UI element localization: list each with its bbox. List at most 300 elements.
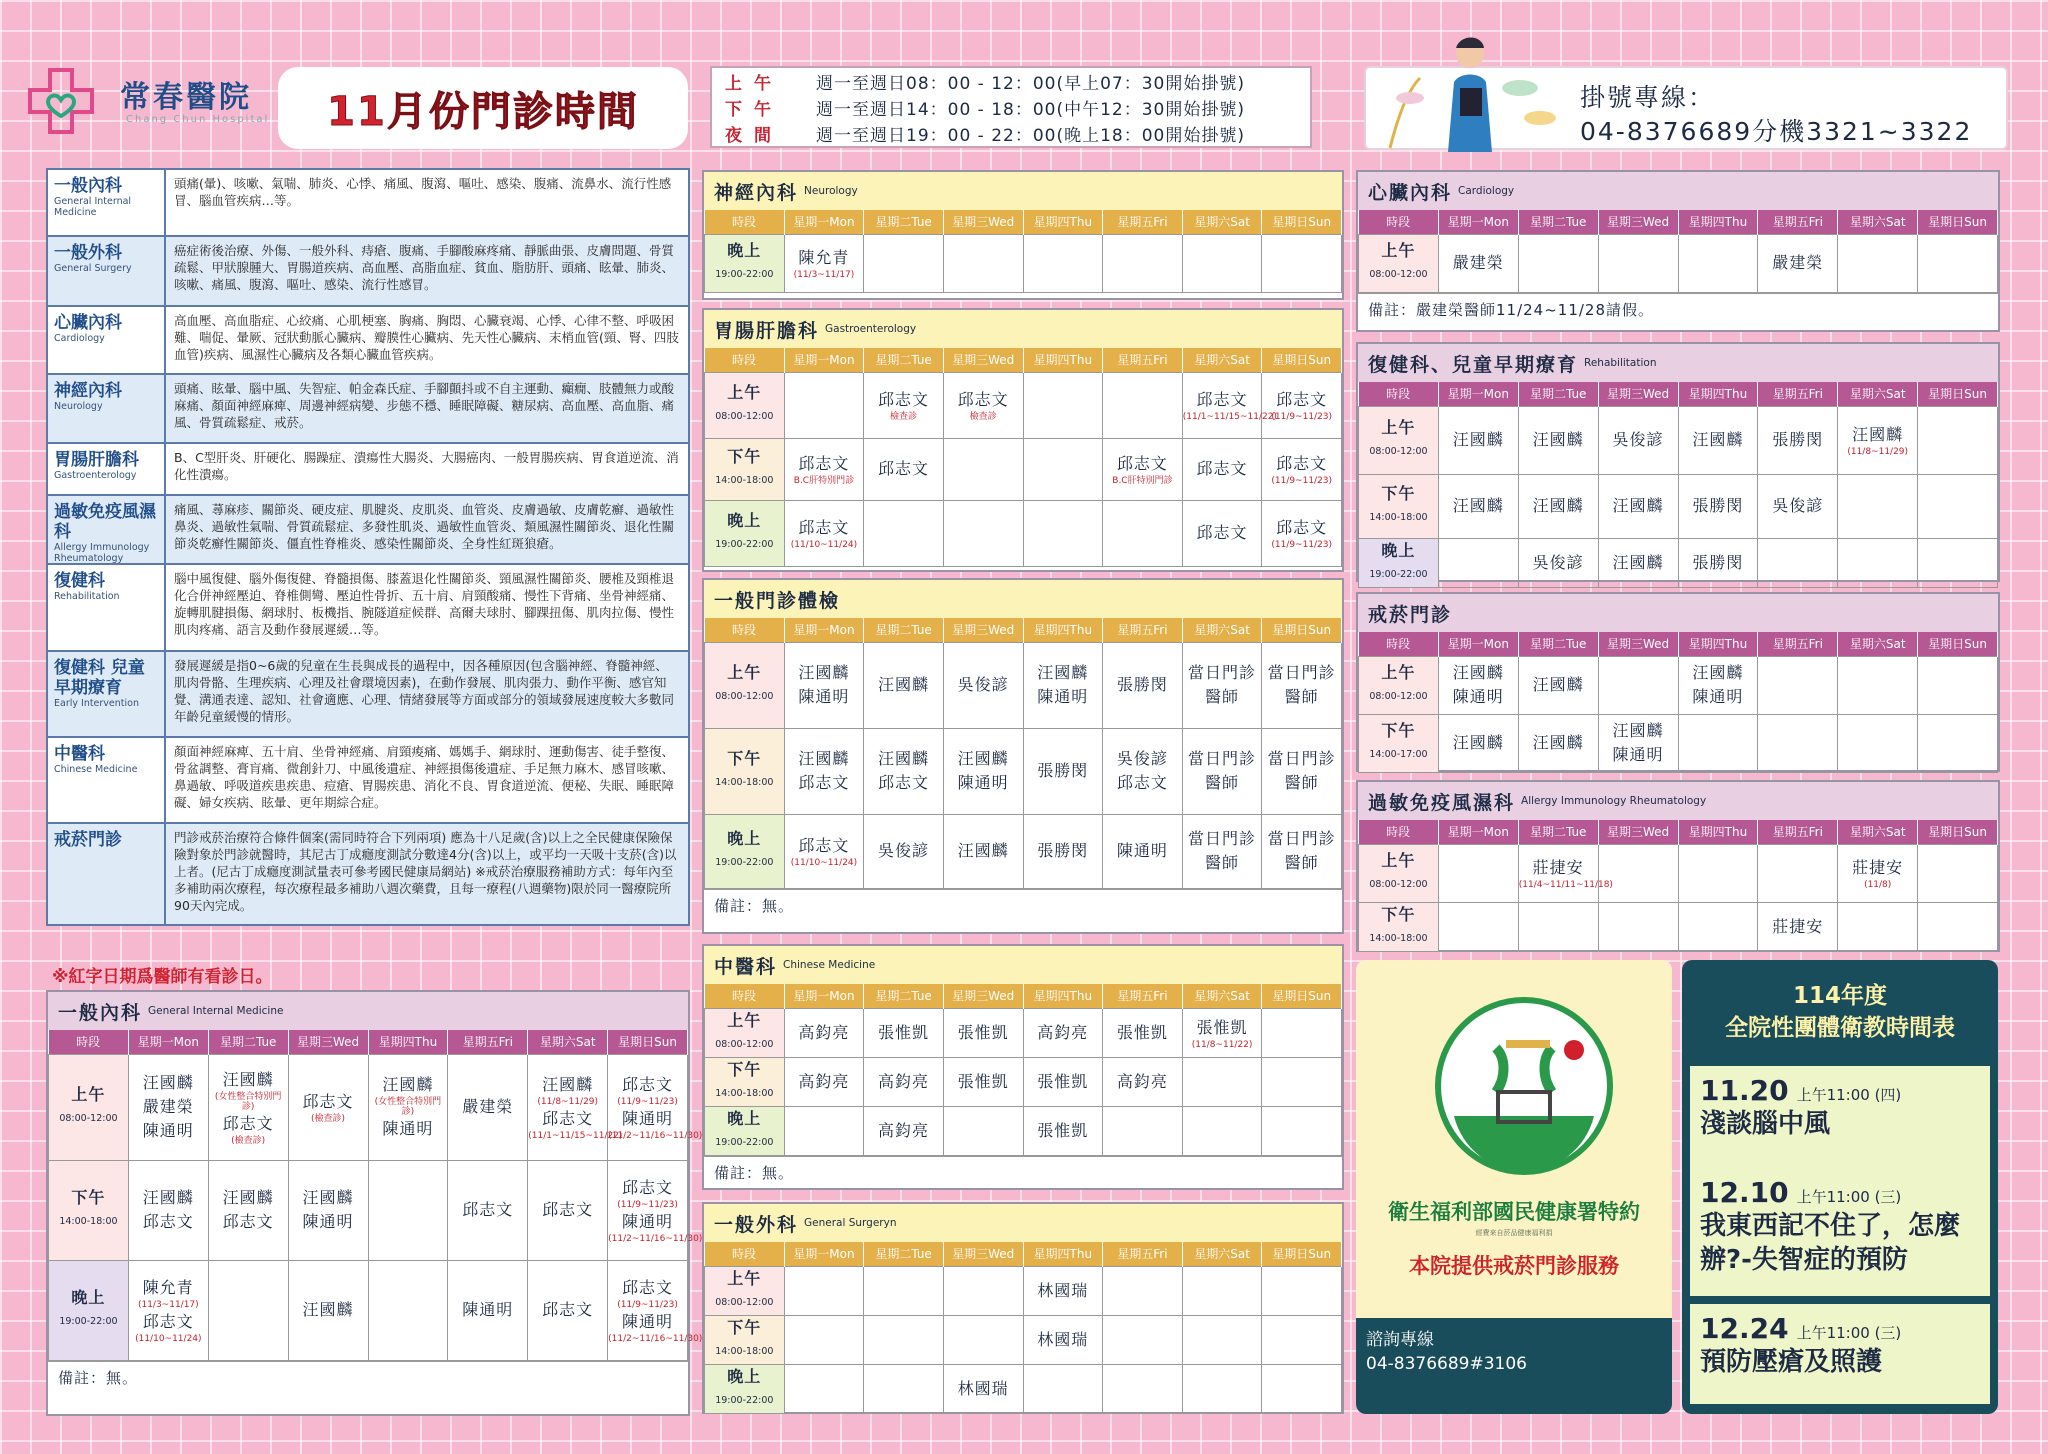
table-cell — [784, 1106, 864, 1155]
table-cell: 下午 14:00-18:00 — [705, 438, 785, 500]
table-header-cell: 星期二Tue — [864, 1242, 944, 1266]
table-cell: 邱志文 — [528, 1160, 608, 1260]
table-header-cell: 星期二Tue — [208, 1030, 288, 1054]
table-cell — [784, 1364, 864, 1413]
table-cell: 上午 08:00-12:00 — [1359, 656, 1439, 714]
table-cell: 邱志文 B.C肝特別門診 — [784, 438, 864, 500]
table-cell: 邱志文 (檢查診) — [288, 1054, 368, 1160]
table-header-cell: 星期一Mon — [128, 1030, 208, 1054]
table-header-cell: 時段 — [705, 984, 785, 1008]
table-header-cell: 星期三Wed — [943, 210, 1023, 234]
table-cell: 吳俊諺 — [864, 814, 944, 888]
table-cell — [943, 1106, 1023, 1155]
table-cell — [1598, 656, 1678, 714]
table-cell — [943, 500, 1023, 566]
table-cell: 陳通明 — [1103, 814, 1183, 888]
table-header-cell: 時段 — [1359, 820, 1439, 844]
table-cell — [1023, 372, 1103, 438]
table-cell: 張勝閔 — [1023, 728, 1103, 814]
table-header-cell: 星期六Sat — [1182, 348, 1262, 372]
table-cell — [784, 1266, 864, 1315]
table-cell: 汪國麟 邱志文 — [784, 728, 864, 814]
table-header-cell: 時段 — [1359, 632, 1439, 656]
timetable-neuro: 神經內科 Neurology 時段 星期一Mon 星期二Tue 星期三Wed 星期四Thu 星期五Fri 星期六Sat 星期日Sun 晚上 19:00-22:00 陳允青 (11/3~11/17) — [702, 170, 1344, 300]
table-cell: 汪國麟 陳通明 — [1678, 656, 1758, 714]
table-cell — [1103, 500, 1183, 566]
table-cell: 汪國麟 邱志文 — [128, 1160, 208, 1260]
red-date-note: ※紅字日期爲醫師有看診日。 — [52, 967, 273, 987]
table-cell: 張惟凱 — [943, 1057, 1023, 1106]
table-header-cell: 星期一Mon — [784, 210, 864, 234]
timetable-general-check: 一般門診體檢 時段 星期一Mon 星期二Tue 星期三Wed 星期四Thu 星期五Fri 星期六Sat 星期日Sun 上午 08:00-12:00 汪國麟 陳通明 汪國麟 吳俊諺 汪國麟 陳通明 張勝閔 當日門診醫師 當日門診醫師 下午 14:00-18:00 汪國麟 邱志文 汪國麟 邱志文 汪國麟 陳通明 張勝閔 吳俊諺 邱志文 當日門診醫師 當日門診醫師 晚上 19:00-22:00 邱志文 (11/10~11/24) 吳俊諺 汪國麟 張勝閔 陳通明 當日門診醫師 當日門診醫師 備註：無。 — [702, 578, 1344, 934]
table-header-cell: 星期三Wed — [288, 1030, 368, 1054]
table-header-cell: 星期三Wed — [1598, 820, 1678, 844]
edu-item: 12.24 上午11:00 (三) 預防壓瘡及照護 — [1690, 1304, 1990, 1404]
page-title-box — [278, 67, 688, 149]
table-header-cell: 星期五Fri — [1103, 210, 1183, 234]
table-cell — [1262, 1364, 1342, 1413]
clinic-hours — [710, 66, 1312, 148]
table-cell: 汪國麟 — [1598, 538, 1678, 587]
table-cell — [1182, 1315, 1262, 1364]
page-title: 11月份門診時間 — [327, 88, 639, 135]
dept-row: 心臟內科 Cardiology 高血壓、高血脂症、心絞痛、心肌梗塞、胸痛、胸悶、心臟衰竭、心悸、心律不整、呼吸困難、喘促、暈厥、冠狀動脈心臟病、瓣膜性心臟病、先天性心臟病、末梢血管(頸、腎、四肢血管)疾病、風濕性心臟病及各類心臟血管疾病。 — [48, 307, 688, 375]
table-cell — [1103, 1315, 1183, 1364]
table-cell: 下午 14:00-18:00 — [705, 1315, 785, 1364]
table-header-cell: 星期二Tue — [1518, 210, 1598, 234]
table-cell: 邱志文 (11/10~11/24) — [784, 814, 864, 888]
timetable-cardio: 心臟內科 Cardiology 時段 星期一Mon 星期二Tue 星期三Wed 星期四Thu 星期五Fri 星期六Sat 星期日Sun 上午 08:00-12:00 嚴建榮 嚴建榮 備註：嚴建榮醫師11/24~11/28請假。 — [1356, 170, 2000, 332]
table-cell — [1518, 234, 1598, 292]
table-cell: 當日門診醫師 — [1182, 642, 1262, 728]
table-cell: 邱志文 (11/1~11/15~11/22) — [1182, 372, 1262, 438]
table-header-cell: 星期一Mon — [1438, 382, 1518, 406]
table-cell — [1182, 1266, 1262, 1315]
table-cell — [1758, 714, 1838, 772]
health-education-schedule — [1682, 960, 1998, 1414]
table-cell: 嚴建榮 — [448, 1054, 528, 1160]
table-cell — [1918, 406, 1998, 474]
table-cell: 張勝閔 — [1103, 642, 1183, 728]
table-cell — [1023, 500, 1103, 566]
table-cell: 張惟凱 — [943, 1008, 1023, 1057]
hours-row-am: 上午 週一至週日08：00 - 12：00(早上07：30開始掛號) — [725, 73, 1245, 94]
table-cell: 張惟凱 — [1023, 1057, 1103, 1106]
table-cell: 邱志文 (11/10~11/24) — [784, 500, 864, 566]
table-cell — [1182, 1364, 1262, 1413]
table-cell: 汪國麟 — [1438, 474, 1518, 538]
table-header-cell: 星期五Fri — [1758, 820, 1838, 844]
table-header-cell: 星期二Tue — [1518, 632, 1598, 656]
department-list — [46, 168, 690, 926]
table-header-cell: 星期二Tue — [864, 618, 944, 642]
table-cell: 張勝閔 — [1678, 538, 1758, 587]
table-header-cell: 星期三Wed — [943, 618, 1023, 642]
table-header-cell: 星期二Tue — [1518, 820, 1598, 844]
table-cell — [1103, 1266, 1183, 1315]
table-cell: 汪國麟 — [1598, 474, 1678, 538]
table-cell: 汪國麟 邱志文 — [208, 1160, 288, 1260]
timetable-gim: 一般內科 General Internal Medicine 時段 星期一Mon 星期二Tue 星期三Wed 星期四Thu 星期五Fri 星期六Sat 星期日Sun 上午 08:00-12:00 汪國麟 嚴建榮 陳通明 汪國麟 (女性整合特別門診) 邱志文 (檢查診) 邱志文 (檢查診) 汪國麟 (女性整合特別門診) 陳通明 嚴建榮 汪國麟 (11/8~11/29) 邱志文 (11/1~11/15~11/22) 邱志文 (11/9~11/23) 陳通明 (11/2~11/16~11/30) 下午 14:00-18:00 汪國麟 邱志文 汪國麟 邱志文 汪國麟 陳通明 邱志文 邱志文 邱志文 (11/9~11/23) 陳通明 (11/2~11/16~11/30) 晚上 19:00-22:00 陳允青 (11/3~11/17) 邱志文 (11/10~11/24) 汪國麟 陳通明 邱志文 邱志文 (11/9~11/23) 陳通明 (11/2~11/16~11/30) 備註：無。 — [46, 990, 690, 1416]
table-header-cell: 星期二Tue — [1518, 382, 1598, 406]
table-cell: 邱志文 (11/9~11/23) — [1262, 438, 1342, 500]
table-header-cell: 星期一Mon — [784, 1242, 864, 1266]
table-cell: 汪國麟 邱志文 — [864, 728, 944, 814]
table-cell: 邱志文 — [448, 1160, 528, 1260]
table-cell: 上午 08:00-12:00 — [705, 1008, 785, 1057]
table-cell: 邱志文 檢查診 — [864, 372, 944, 438]
dept-row: 一般外科 General Surgery 癌症術後治療、外傷、一般外科、痔瘡、腹痛、手腳酸麻疼痛、靜脈曲張、皮膚問題、骨質疏鬆、甲狀腺腫大、胃腸道疾病、高血壓、高脂血症、貧血、脂肪肝、頭痛、眩暈、肺炎、咳嗽、痛風、腹瀉、嘔吐、感染、流行性感冒。 — [48, 237, 688, 307]
table-header-cell: 星期一Mon — [1438, 210, 1518, 234]
table-cell — [368, 1160, 448, 1260]
table-cell — [1262, 1315, 1342, 1364]
table-header-cell: 星期一Mon — [784, 618, 864, 642]
table-header-cell: 星期三Wed — [943, 1242, 1023, 1266]
table-cell: 當日門診醫師 — [1262, 814, 1342, 888]
table-cell: 陳允青 (11/3~11/17) 邱志文 (11/10~11/24) — [128, 1260, 208, 1360]
table-cell — [1598, 844, 1678, 902]
smoking-line1: 衛生福利部國民健康署特約 — [1388, 1200, 1640, 1224]
table-cell: 汪國麟 — [1518, 406, 1598, 474]
table-cell — [1838, 656, 1918, 714]
registration-hotline — [1364, 66, 2008, 150]
table-header-cell: 星期三Wed — [1598, 382, 1678, 406]
table-header-cell: 星期五Fri — [1758, 382, 1838, 406]
table-cell — [368, 1260, 448, 1360]
table-cell — [1518, 902, 1598, 951]
table-cell — [1023, 1364, 1103, 1413]
table-cell: 邱志文 (11/9~11/23) 陳通明 (11/2~11/16~11/30) — [608, 1260, 688, 1360]
table-cell: 汪國麟 — [1518, 656, 1598, 714]
table-header-cell: 時段 — [705, 618, 785, 642]
table-header-cell: 星期一Mon — [1438, 820, 1518, 844]
table-cell: 上午 08:00-12:00 — [705, 1266, 785, 1315]
table-cell — [1758, 538, 1838, 587]
table-header-cell: 星期三Wed — [1598, 210, 1678, 234]
table-header-cell: 星期一Mon — [1438, 632, 1518, 656]
table-cell — [1838, 538, 1918, 587]
table-header-cell: 時段 — [705, 210, 785, 234]
edu-item: 11.20 上午11:00 (四) 淺談腦中風 — [1690, 1066, 1990, 1192]
table-cell — [1262, 1266, 1342, 1315]
table-cell: 吳俊諺 — [1518, 538, 1598, 587]
table-cell: 汪國麟 陳通明 — [1598, 714, 1678, 772]
table-cell — [864, 500, 944, 566]
table-cell — [1838, 902, 1918, 951]
table-cell: 汪國麟 (女性整合特別門診) 陳通明 — [368, 1054, 448, 1160]
table-cell: 林國瑞 — [1023, 1315, 1103, 1364]
table-cell: 當日門診醫師 — [1262, 728, 1342, 814]
table-cell: 林國瑞 — [943, 1364, 1023, 1413]
table-cell: 汪國麟 — [943, 814, 1023, 888]
table-cell: 汪國麟 (11/8~11/29) — [1838, 406, 1918, 474]
table-cell — [1182, 234, 1262, 292]
table-cell — [864, 1364, 944, 1413]
table-header-cell: 星期日Sun — [1262, 618, 1342, 642]
table-cell — [1182, 1057, 1262, 1106]
table-header-cell: 星期日Sun — [1918, 210, 1998, 234]
timetable-smoke: 戒菸門診 時段 星期一Mon 星期二Tue 星期三Wed 星期四Thu 星期五Fri 星期六Sat 星期日Sun 上午 08:00-12:00 汪國麟 陳通明 汪國麟 汪國麟 陳通明 下午 14:00-17:00 汪國麟 汪國麟 汪國麟 陳通明 — [1356, 592, 2000, 772]
table-cell — [1758, 656, 1838, 714]
table-cell: 晚上 19:00-22:00 — [705, 1106, 785, 1155]
table-header-cell: 時段 — [49, 1030, 129, 1054]
table-cell — [1103, 1106, 1183, 1155]
table-cell: 上午 08:00-12:00 — [1359, 234, 1439, 292]
table-header-cell: 星期一Mon — [784, 348, 864, 372]
table-cell: 林國瑞 — [1023, 1266, 1103, 1315]
dept-row: 復健科 Rehabilitation 腦中風復健、腦外傷復健、脊髓損傷、膝蓋退化性關節炎、頸風濕性關節炎、腰椎及頸椎退化合併神經壓迫、脊椎側彎、壓迫性骨折、五十肩、肩頸酸痛、慢性下背痛、坐骨神經痛、旋轉肌腱損傷、網球肘、板機指、腕隧道症候群、高爾夫球肘、腳踝扭傷、肌肉拉傷、慢性肌肉疼痛、語言及動作發展遲緩…等。 — [48, 565, 688, 652]
table-cell: 當日門診醫師 — [1182, 728, 1262, 814]
table-header-cell: 星期二Tue — [864, 984, 944, 1008]
table-cell — [1918, 656, 1998, 714]
table-cell — [1678, 714, 1758, 772]
table-header-cell: 星期六Sat — [1838, 210, 1918, 234]
table-header-cell: 星期六Sat — [528, 1030, 608, 1054]
table-cell: 高鈞亮 — [864, 1057, 944, 1106]
table-header-cell: 星期六Sat — [1838, 382, 1918, 406]
table-cell: 邱志文 (11/9~11/23) 陳通明 (11/2~11/16~11/30) — [608, 1054, 688, 1160]
smoking-line1-sub: 經費來自菸品健康福利捐 — [1475, 1229, 1553, 1237]
table-header-cell: 星期五Fri — [448, 1030, 528, 1054]
table-header-cell: 星期六Sat — [1182, 984, 1262, 1008]
table-cell — [1678, 902, 1758, 951]
table-cell: 汪國麟 (女性整合特別門診) 邱志文 (檢查診) — [208, 1054, 288, 1160]
dept-row: 胃腸肝膽科 Gastroenterology B、C型肝炎、肝硬化、腸躁症、潰瘍性大腸炎、大腸癌肉、一般胃腸疾病、胃食道逆流、消化性潰瘍。 — [48, 444, 688, 496]
table-cell: 晚上 19:00-22:00 — [1359, 538, 1439, 587]
table-cell: 下午 14:00-18:00 — [705, 1057, 785, 1106]
table-cell: 嚴建榮 — [1758, 234, 1838, 292]
table-cell — [1758, 844, 1838, 902]
table-header-cell: 時段 — [705, 348, 785, 372]
table-header-cell: 星期六Sat — [1838, 820, 1918, 844]
table-header-cell: 星期五Fri — [1103, 348, 1183, 372]
table-cell — [943, 234, 1023, 292]
table-cell: 嚴建榮 — [1438, 234, 1518, 292]
table-cell: 邱志文 — [864, 438, 944, 500]
table-cell: 張惟凱 (11/8~11/22) — [1182, 1008, 1262, 1057]
table-cell — [943, 1315, 1023, 1364]
table-header-cell: 星期三Wed — [943, 984, 1023, 1008]
table-cell: 高鈞亮 — [1023, 1008, 1103, 1057]
table-cell — [784, 1315, 864, 1364]
table-cell: 吳俊諺 — [1758, 474, 1838, 538]
table-header-cell: 星期六Sat — [1838, 632, 1918, 656]
table-cell: 汪國麟 陳通明 — [288, 1160, 368, 1260]
table-cell — [864, 234, 944, 292]
table-cell: 汪國麟 陳通明 — [1023, 642, 1103, 728]
table-cell: 張勝閔 — [1678, 474, 1758, 538]
table-header-cell: 星期五Fri — [1758, 210, 1838, 234]
table-header-cell: 星期日Sun — [608, 1030, 688, 1054]
table-cell: 上午 08:00-12:00 — [705, 642, 785, 728]
table-header-cell: 時段 — [1359, 382, 1439, 406]
table-cell: 晚上 19:00-22:00 — [705, 1364, 785, 1413]
hospital-logo — [28, 66, 278, 136]
table-header-cell: 星期五Fri — [1758, 632, 1838, 656]
table-cell: 上午 08:00-12:00 — [1359, 406, 1439, 474]
dept-row: 中醫科 Chinese Medicine 顏面神經麻痺、五十肩、坐骨神經痛、肩頸痠痛、媽媽手、網球肘、運動傷害、徒手整復、骨盆調整、膏肓痛、微創針刀、中風後遺症、神經損傷後遺症、手足無力麻木、感冒咳嗽、鼻過敏、呼吸道疾患疾患、痘瘡、胃腸疾患、消化不良、胃食道逆流、便秘、失眠、睡眠障礙、婦女疾病、眩暈、更年期綜合症。 — [48, 738, 688, 824]
table-cell: 汪國麟 — [1438, 406, 1518, 474]
table-cell: 張勝閔 — [1758, 406, 1838, 474]
table-cell: 下午 14:00-18:00 — [1359, 902, 1439, 951]
table-cell — [1103, 234, 1183, 292]
table-cell — [1918, 538, 1998, 587]
timetable-gastro: 胃腸肝膽科 Gastroenterology 時段 星期一Mon 星期二Tue 星期三Wed 星期四Thu 星期五Fri 星期六Sat 星期日Sun 上午 08:00-12:00 邱志文 檢查診 邱志文 檢查診 邱志文 (11/1~11/15~11/22) 邱志文 (11/9~11/23) 下午 14:00-18:00 邱志文 B.C肝特別門診 邱志文 邱志文 B.C肝特別門診 邱志文 邱志文 (11/9~11/23) 晚上 19:00-22:00 邱志文 (11/10~11/24) 邱志文 邱志文 (11/9~11/23) — [702, 308, 1344, 572]
table-cell — [943, 438, 1023, 500]
table-header-cell: 星期三Wed — [943, 348, 1023, 372]
table-header-cell: 星期四Thu — [1023, 618, 1103, 642]
table-header-cell: 星期六Sat — [1182, 1242, 1262, 1266]
table-cell — [943, 1266, 1023, 1315]
table-cell — [864, 1315, 944, 1364]
table-cell — [1262, 1008, 1342, 1057]
table-cell: 晚上 19:00-22:00 — [705, 814, 785, 888]
table-header-cell: 星期五Fri — [1103, 1242, 1183, 1266]
table-header-cell: 星期六Sat — [1182, 210, 1262, 234]
table-cell: 下午 14:00-18:00 — [1359, 474, 1439, 538]
table-cell: 汪國麟 — [288, 1260, 368, 1360]
smoking-cessation-box — [1356, 960, 1672, 1414]
table-cell: 汪國麟 — [1678, 406, 1758, 474]
table-cell: 邱志文 — [1182, 500, 1262, 566]
table-cell: 汪國麟 (11/8~11/29) 邱志文 (11/1~11/15~11/22) — [528, 1054, 608, 1160]
table-header-cell: 時段 — [1359, 210, 1439, 234]
table-cell: 上午 08:00-12:00 — [49, 1054, 129, 1160]
table-cell — [1023, 234, 1103, 292]
table-header-cell: 星期二Tue — [864, 348, 944, 372]
dept-row: 過敏免疫風濕科 Allergy Immunology Rheumatology 痛風、蕁麻疹、關節炎、硬皮症、肌腱炎、皮肌炎、血管炎、皮膚過敏、皮膚乾癬、過敏性鼻炎、過敏性氣喘、骨質疏鬆症、多發性肌炎、過敏性血管炎、類風濕性關節炎、退化性關節炎乾癬性關節炎、僵直性脊椎炎、感染性關節炎、全身性紅斑狼瘡。 — [48, 496, 688, 565]
timetable-allergy: 過敏免疫風濕科 Allergy Immunology Rheumatology 時段 星期一Mon 星期二Tue 星期三Wed 星期四Thu 星期五Fri 星期六Sat 星期日Sun 上午 08:00-12:00 莊捷安 (11/4~11/11~11/18) 莊捷安 (11/8) 下午 14:00-18:00 莊捷安 — [1356, 780, 2000, 952]
table-cell — [1678, 234, 1758, 292]
table-cell: 莊捷安 — [1758, 902, 1838, 951]
table-header-cell: 星期日Sun — [1262, 1242, 1342, 1266]
table-cell — [1103, 1364, 1183, 1413]
table-cell — [1598, 234, 1678, 292]
table-header-cell: 星期五Fri — [1103, 984, 1183, 1008]
table-cell: 邱志文 B.C肝特別門診 — [1103, 438, 1183, 500]
table-cell — [1918, 844, 1998, 902]
table-cell — [1438, 902, 1518, 951]
table-cell — [1918, 234, 1998, 292]
table-header-cell: 星期四Thu — [1023, 984, 1103, 1008]
table-cell — [1918, 474, 1998, 538]
dept-row: 復健科 兒童早期療育 Early Intervention 發展遲緩是指0~6歲的兒童在生長與成長的過程中，因各種原因(包含腦神經、脊髓神經、肌肉骨骼、生理疾病、心理及社會環境因素)，在動作發展、肌肉張力、動作平衡、感官知覺、溝通表達、認知、社會適應、心理、情緒發展等方面或部分的領域發展速度較大多數同年齡兒童緩慢的情形。 — [48, 652, 688, 738]
table-cell: 當日門診醫師 — [1182, 814, 1262, 888]
hotline-label: 掛號專線： — [1580, 83, 1716, 112]
table-header-cell: 星期三Wed — [1598, 632, 1678, 656]
table-cell — [1838, 714, 1918, 772]
table-cell: 邱志文 — [528, 1260, 608, 1360]
table-cell — [1598, 902, 1678, 951]
table-cell: 當日門診醫師 — [1262, 642, 1342, 728]
table-cell: 張惟凱 — [864, 1008, 944, 1057]
table-cell: 高鈞亮 — [1103, 1057, 1183, 1106]
table-cell: 下午 14:00-18:00 — [705, 728, 785, 814]
table-header-cell: 星期日Sun — [1262, 348, 1342, 372]
edu-item: 12.10 上午11:00 (三) 我東西記不住了，怎麼辦?-失智症的預防 — [1690, 1168, 1990, 1296]
table-cell: 莊捷安 (11/8) — [1838, 844, 1918, 902]
table-cell: 汪國麟 — [1438, 714, 1518, 772]
table-header-cell: 星期日Sun — [1918, 382, 1998, 406]
table-cell — [784, 372, 864, 438]
table-cell: 上午 08:00-12:00 — [1359, 844, 1439, 902]
table-cell — [1918, 902, 1998, 951]
table-cell: 高鈞亮 — [784, 1008, 864, 1057]
table-header-cell: 星期日Sun — [1262, 984, 1342, 1008]
dept-row: 神經內科 Neurology 頭痛、眩暈、腦中風、失智症、帕金森氏症、手腳顫抖或不自主運動、癲癇、肢體無力或酸麻痛、顏面神經麻痺、周邊神經病變、步態不穩、睡眠障礙、糖尿病、高血壓、高血脂、痛風、骨質疏鬆症、戒菸。 — [48, 375, 688, 444]
table-header-cell: 時段 — [705, 1242, 785, 1266]
table-cell: 陳通明 — [448, 1260, 528, 1360]
table-cell: 晚上 19:00-22:00 — [705, 500, 785, 566]
table-cell — [1262, 1057, 1342, 1106]
table-header-cell: 星期四Thu — [368, 1030, 448, 1054]
table-cell — [208, 1260, 288, 1360]
table-cell: 張惟凱 — [1103, 1008, 1183, 1057]
table-header-cell: 星期四Thu — [1678, 210, 1758, 234]
table-cell — [1262, 1106, 1342, 1155]
table-cell: 汪國麟 嚴建榮 陳通明 — [128, 1054, 208, 1160]
table-cell — [864, 1266, 944, 1315]
table-cell: 吳俊諺 — [943, 642, 1023, 728]
table-cell: 高鈞亮 — [864, 1106, 944, 1155]
table-cell: 邱志文 (11/9~11/23) 陳通明 (11/2~11/16~11/30) — [608, 1160, 688, 1260]
table-header-cell: 星期五Fri — [1103, 618, 1183, 642]
table-cell — [1678, 844, 1758, 902]
table-cell: 汪國麟 — [1518, 714, 1598, 772]
table-cell: 陳允青 (11/3~11/17) — [784, 234, 864, 292]
hours-row-ev: 夜間 週一至週日19：00 - 22：00(晚上18：00開始掛號) — [725, 125, 1245, 146]
edu-title: 114年度 全院性團體衛教時間表 — [1725, 983, 1955, 1041]
nurse-illustration-icon — [1370, 28, 1566, 152]
timetable-tcm: 中醫科 Chinese Medicine 時段 星期一Mon 星期二Tue 星期三Wed 星期四Thu 星期五Fri 星期六Sat 星期日Sun 上午 08:00-12:00 高鈞亮 張惟凱 張惟凱 高鈞亮 張惟凱 張惟凱 (11/8~11/22) 下午 14:00-18:00 高鈞亮 高鈞亮 張惟凱 張惟凱 高鈞亮 晚上 19:00-22:00 高鈞亮 張惟凱 備註：無。 — [702, 944, 1344, 1190]
table-cell: 晚上 19:00-22:00 — [705, 234, 785, 292]
table-cell: 汪國麟 陳通明 — [943, 728, 1023, 814]
table-cell: 下午 14:00-18:00 — [49, 1160, 129, 1260]
table-header-cell: 星期四Thu — [1023, 1242, 1103, 1266]
table-cell: 邱志文 檢查診 — [943, 372, 1023, 438]
table-header-cell: 星期日Sun — [1918, 820, 1998, 844]
consult-hotline: 諮詢專線 04-8376689#3106 — [1356, 1318, 1672, 1414]
hospital-name: 常春醫院 — [120, 80, 252, 115]
table-header-cell: 星期六Sat — [1182, 618, 1262, 642]
table-cell — [1438, 844, 1518, 902]
table-cell: 邱志文 (11/9~11/23) — [1262, 372, 1342, 438]
table-cell: 汪國麟 — [864, 642, 944, 728]
table-cell — [1103, 372, 1183, 438]
table-header-cell: 星期四Thu — [1023, 348, 1103, 372]
table-cell: 汪國麟 陳通明 — [784, 642, 864, 728]
table-cell: 邱志文 — [1182, 438, 1262, 500]
table-header-cell: 星期二Tue — [864, 210, 944, 234]
table-cell: 汪國麟 陳通明 — [1438, 656, 1518, 714]
table-cell — [1262, 234, 1342, 292]
hours-row-pm: 下午 週一至週日14：00 - 18：00(中午12：30開始掛號) — [725, 99, 1245, 120]
table-cell: 吳俊諺 — [1598, 406, 1678, 474]
table-header-cell: 星期四Thu — [1678, 382, 1758, 406]
table-cell — [1023, 438, 1103, 500]
dept-row: 一般內科 General Internal Medicine 頭痛(暈)、咳嗽、氣喘、肺炎、心悸、痛風、腹瀉、嘔吐、感染、腹痛、流鼻水、流行性感冒、腦血管疾病…等。 — [48, 170, 688, 237]
smoking-line2: 本院提供戒菸門診服務 — [1409, 1254, 1619, 1278]
smoking-cessation-badge-icon — [1434, 996, 1614, 1176]
table-header-cell: 星期四Thu — [1678, 632, 1758, 656]
hotline-number: 04-8376689分機3321~3322 — [1580, 117, 1973, 146]
table-cell: 下午 14:00-17:00 — [1359, 714, 1439, 772]
table-cell — [1838, 474, 1918, 538]
hospital-name-en: Chang Chun Hospital — [126, 114, 270, 125]
table-cell: 晚上 19:00-22:00 — [49, 1260, 129, 1360]
table-cell — [1182, 1106, 1262, 1155]
table-cell: 莊捷安 (11/4~11/11~11/18) — [1518, 844, 1598, 902]
